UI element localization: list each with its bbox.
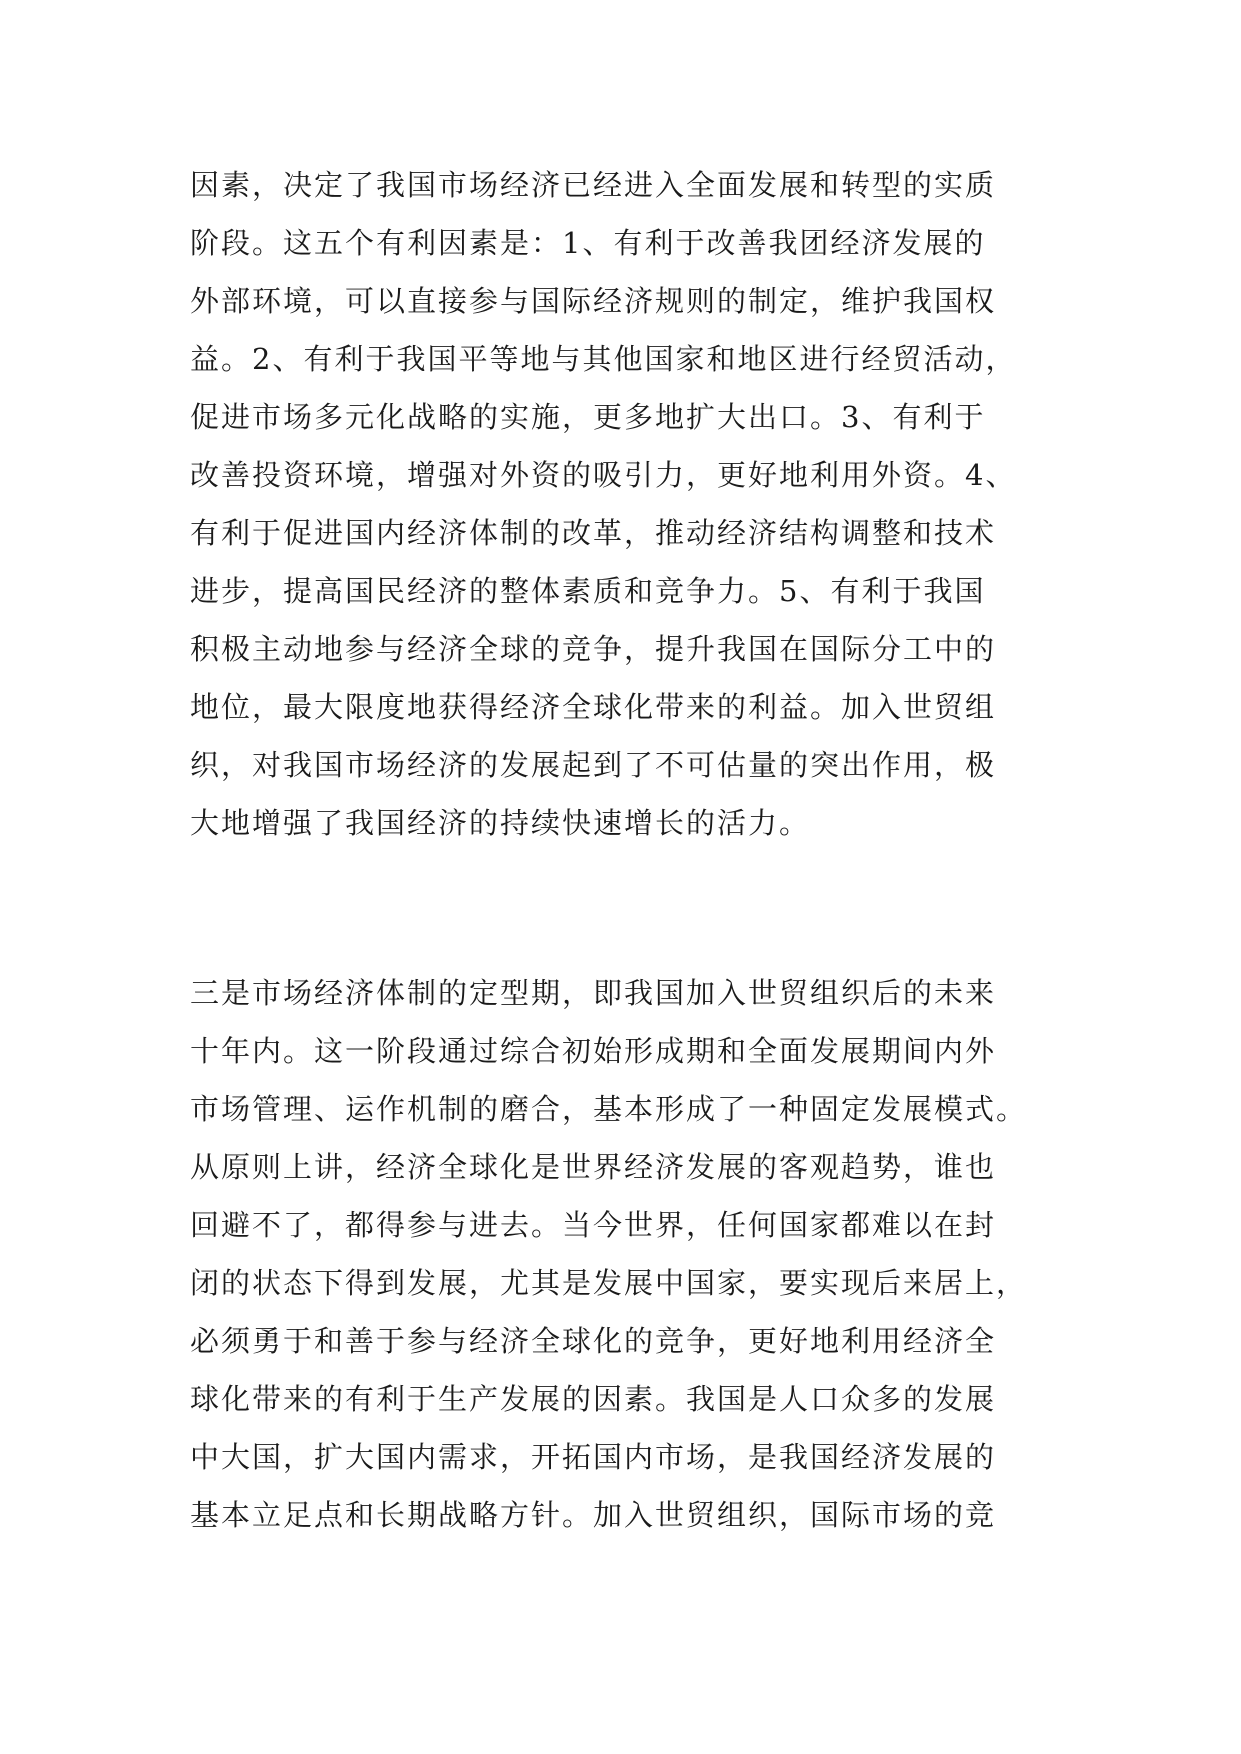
text-line: 大地增强了我国经济的持续快速增长的活力。	[190, 806, 811, 840]
text-line: 必须勇于和善于参与经济全球化的竞争，更好地利用经济全	[190, 1324, 997, 1358]
text-line: 闭的状态下得到发展，尤其是发展中国家，要实现后来居上，	[190, 1266, 1028, 1300]
text-line: 阶段。这五个有利因素是：1、有利于改善我团经济发展的	[190, 226, 986, 260]
text-line: 织，对我国市场经济的发展起到了不可估量的突出作用，极	[190, 748, 997, 782]
text-line: 外部环境，可以直接参与国际经济规则的制定，维护我国权	[190, 284, 997, 318]
text-line: 十年内。这一阶段通过综合初始形成期和全面发展期间内外	[190, 1034, 997, 1068]
text-line: 因素，决定了我国市场经济已经进入全面发展和转型的实质	[190, 168, 997, 202]
text-line: 中大国，扩大国内需求，开拓国内市场，是我国经济发展的	[190, 1440, 997, 1474]
text-line: 基本立足点和长期战略方针。加入世贸组织，国际市场的竞	[190, 1498, 997, 1532]
text-line: 改善投资环境，增强对外资的吸引力，更好地利用外资。4、	[190, 458, 1017, 492]
text-line: 三是市场经济体制的定型期，即我国加入世贸组织后的未来	[190, 976, 997, 1010]
text-line: 从原则上讲，经济全球化是世界经济发展的客观趋势，谁也	[190, 1150, 997, 1184]
text-line: 促进市场多元化战略的实施，更多地扩大出口。3、有利于	[190, 400, 986, 434]
text-line: 球化带来的有利于生产发展的因素。我国是人口众多的发展	[190, 1382, 997, 1416]
text-line: 积极主动地参与经济全球的竞争，提升我国在国际分工中的	[190, 632, 997, 666]
text-line: 地位，最大限度地获得经济全球化带来的利益。加入世贸组	[190, 690, 997, 724]
text-line: 益。2、有利于我国平等地与其他国家和地区进行经贸活动，	[190, 342, 1017, 376]
text-line: 市场管理、运作机制的磨合，基本形成了一种固定发展模式。	[190, 1092, 1028, 1126]
text-line: 有利于促进国内经济体制的改革，推动经济结构调整和技术	[190, 516, 997, 550]
text-line: 回避不了，都得参与进去。当今世界，任何国家都难以在封	[190, 1208, 997, 1242]
paragraph-wto-benefits	[190, 156, 1050, 852]
text-line: 进步，提高国民经济的整体素质和竞争力。5、有利于我国	[190, 574, 986, 608]
paragraph-stabilization-period	[190, 964, 1050, 1544]
